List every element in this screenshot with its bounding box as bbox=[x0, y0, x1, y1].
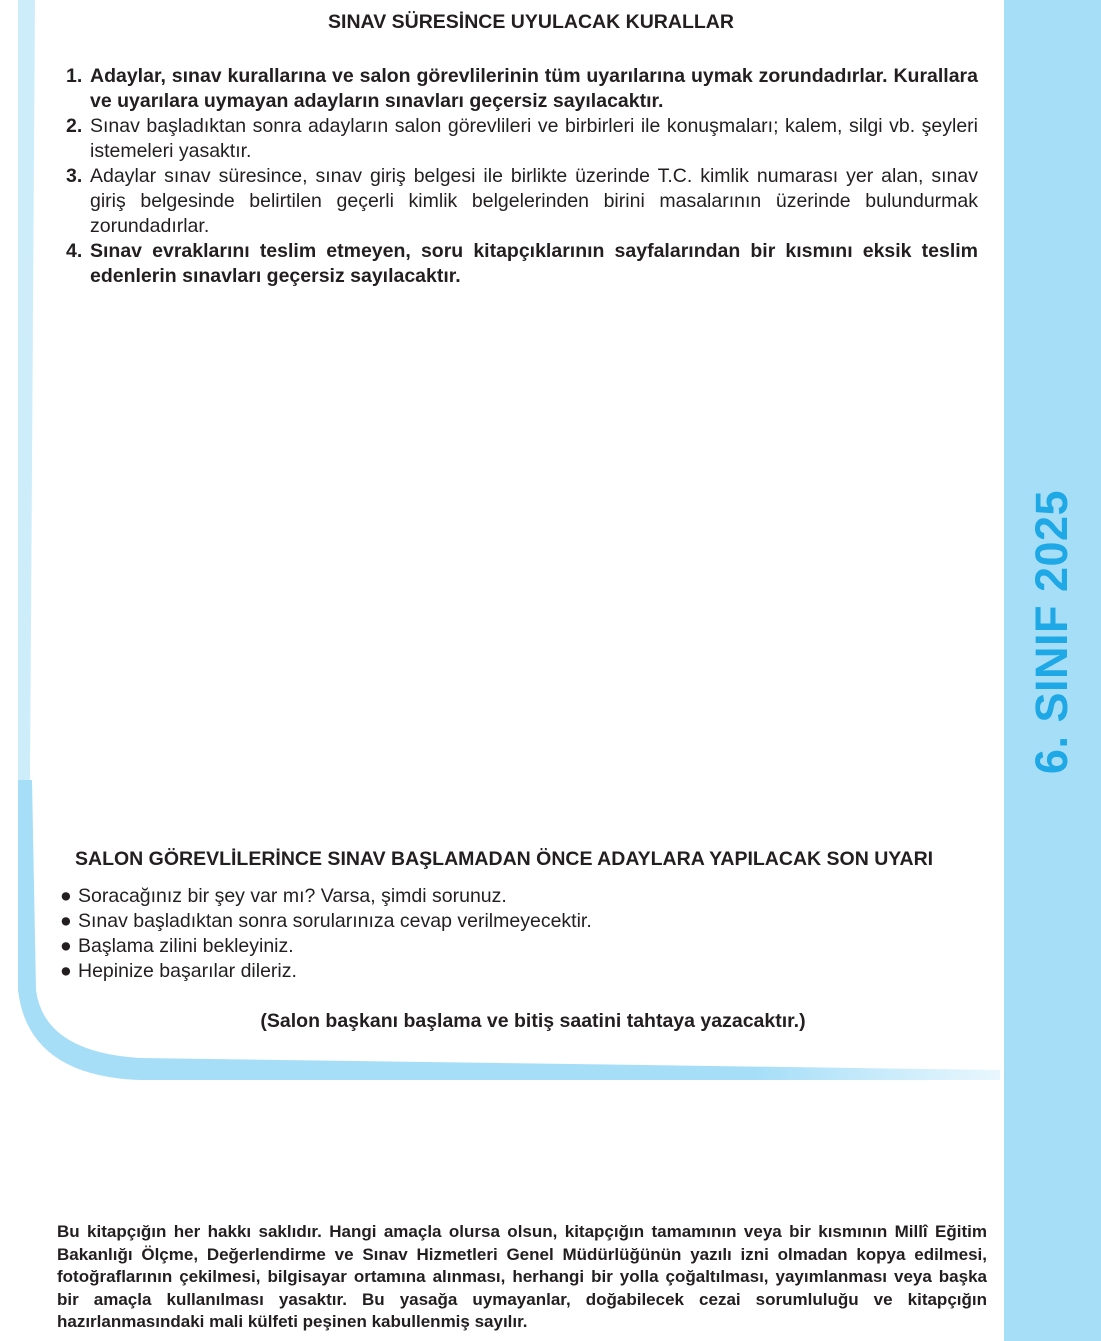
warning-item bbox=[60, 909, 592, 934]
rule-number: 4. bbox=[66, 240, 83, 262]
hall-chief-note: (Salon başkanı başlama ve bitiş saatini tahtaya yazacaktır.) bbox=[260, 1010, 806, 1032]
rule-text: Sınav evraklarını teslim etmeyen, soru kitapçıklarının sayfalarından bir kısmını eksik teslim edenlerin sınavları geçersiz sayılacaktır. bbox=[90, 240, 978, 287]
rule-item bbox=[60, 239, 978, 289]
bullet-icon: ● bbox=[60, 885, 72, 907]
final-warning-list bbox=[60, 884, 592, 984]
warning-item bbox=[60, 884, 592, 909]
bullet-icon: ● bbox=[60, 935, 72, 957]
rule-number: 1. bbox=[66, 65, 83, 87]
rules-list bbox=[60, 64, 978, 289]
copyright-notice: Bu kitapçığın her hakkı saklıdır. Hangi amaçla olursa olsun, kitapçığın tamamının veya bir kısmının Millî Eğitim Bakanlığı Ölçme, Değerlendirme ve Sınav Hizmetleri Genel Müdürlüğünün yazılı izni olmadan kopya edilmesi, fotoğraflarının çekilmesi, bilgisayar ortamına alınması, herhangi bir yolla çoğaltılması, yayımlanması veya başka bir amaçla kullanılması yasaktır. Bu yasağa uymayanlar, doğabilecek cezai sorumluluğu ve kitapçığın hazırlanmasındaki mali külfeti peşinen kabullenmiş sayılır. bbox=[57, 1222, 987, 1332]
final-warning-title: SALON GÖREVLİLERİNCE SINAV BAŞLAMADAN ÖNCE ADAYLARA YAPILACAK SON UYARI bbox=[75, 848, 934, 870]
warning-text: Sınav başladıktan sonra sorularınıza cevap verilmeyecektir. bbox=[78, 910, 592, 932]
warning-item bbox=[60, 959, 592, 984]
rule-text: Adaylar, sınav kurallarına ve salon görevlilerinin tüm uyarılarına uymak zorundadırlar. Kurallara ve uyarılara uymayan adayların sınavları geçersiz sayılacaktır. bbox=[90, 65, 978, 112]
warning-text: Başlama zilini bekleyiniz. bbox=[78, 935, 294, 957]
rule-item bbox=[60, 64, 978, 114]
warning-item bbox=[60, 934, 592, 959]
warning-text: Soracağınız bir şey var mı? Varsa, şimdi sorunuz. bbox=[78, 885, 507, 907]
rules-title: SINAV SÜRESİNCE UYULACAK KURALLAR bbox=[328, 11, 734, 33]
grade-year-label: 6. SINIF 2025 bbox=[1026, 489, 1077, 775]
bullet-icon: ● bbox=[60, 960, 72, 982]
rule-item bbox=[60, 114, 978, 164]
rule-number: 2. bbox=[66, 115, 83, 137]
rule-text: Adaylar sınav süresince, sınav giriş belgesi ile birlikte üzerinde T.C. kimlik numarası yer alan, sınav giriş belgesinde belirtilen geçerli kimlik belgelerinden birini masalarının üzerinde bulundurmak zorundadırlar. bbox=[90, 165, 978, 237]
warning-text: Hepinize başarılar dileriz. bbox=[78, 960, 297, 982]
rule-number: 3. bbox=[66, 165, 83, 187]
rule-item bbox=[60, 164, 978, 239]
rule-text: Sınav başladıktan sonra adayların salon görevlileri ve birbirleri ile konuşmaları; kalem, silgi vb. şeyleri istemeleri yasaktır. bbox=[90, 115, 978, 162]
bullet-icon: ● bbox=[60, 910, 72, 932]
